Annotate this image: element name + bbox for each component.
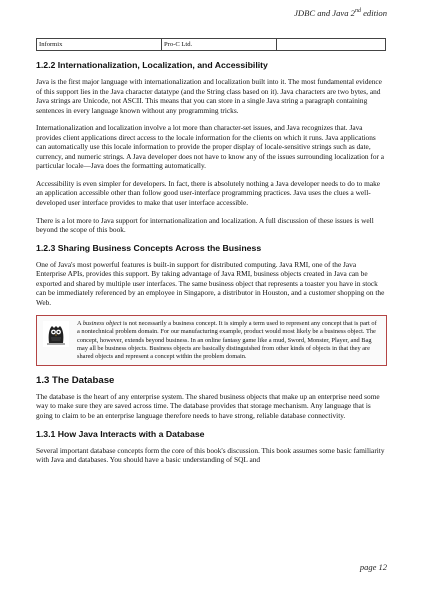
page-number: page 12 bbox=[359, 562, 387, 572]
running-superscript: nd bbox=[354, 8, 361, 15]
paragraph: Internationalization and localization involve a lot more than character-set issues, and Java recognizes that. Java provides client applications direct access to the locale information for the clients on which it runs. Java applications can automatically use this locale information to provide the proper display of locale-sensitive strings such as date, currency, and numeric strings. A Java developer does not have to know any of the issues surrounding localization for a particular locale—Java does the formatting automatically. bbox=[36, 123, 385, 171]
running-title: JDBC and Java 2 bbox=[294, 8, 355, 18]
paragraph: Several important database concepts form the core of this book's discussion. This book assumes some basic familiarity with Java and databases. You should have a basic understanding of SQL and bbox=[36, 445, 385, 465]
note-emphasis: business object bbox=[82, 320, 122, 328]
paragraph: The database is the heart of any enterprise system. The shared business objects that make up an enterprise need some way to make sure they are saved across time. The database provides that storage mechanism. Any language that is going to claim to be an enterprise language therefore needs to have strong, reliable database connectivity. bbox=[36, 391, 380, 420]
page-content bbox=[36, 55, 387, 473]
owl-icon bbox=[43, 321, 69, 347]
paragraph: There is a lot more to Java support for internationalization and localization. A full discussion of these issues is well beyond the scope of this book. bbox=[36, 215, 374, 235]
section-heading-1-2-3: 1.2.3 Sharing Business Concepts Across the Business bbox=[36, 242, 262, 253]
section-heading-1-3-1: 1.3.1 How Java Interacts with a Database bbox=[36, 428, 205, 439]
continued-table bbox=[36, 38, 386, 51]
note-text: A business object is not necessarily a business concept. It is simply a term used to represent any concept that is part of a nontechnical problem domain. For our manufacturing example, product would most likely be a business object. The concept, however, extends beyond business. In an online fantasy game like a mud, Sword, Monster, Player, and Bag may all be business objects. Business objects are basically distinguished from other kinds of objects in that they are shared objects and represent a concept within the problem domain. bbox=[77, 320, 377, 360]
section-heading-1-3: 1.3 The Database bbox=[36, 374, 115, 386]
table-cell bbox=[277, 39, 386, 51]
paragraph: One of Java's most powerful features is built-in support for distributed computing. Java RMI, one of the Java Enterprise APIs, provides this support. By taking advantage of Java RMI, business objects created in Java can be exported and shared by multiple user interfaces. The same business object that represents a toaster you have in stock can be immediately referenced by an employee in Singapore, a distributor in Houston, and a customer shopping on the Web. bbox=[36, 259, 385, 307]
paragraph: Accessibility is even simpler for developers. In fact, there is absolutely nothing a Java developer needs to do to make an application accessible other than follow good user-interface programming practices. Java uses the clues a well-developed user interface provides to make that user interface accessible. bbox=[36, 178, 381, 208]
running-header bbox=[294, 8, 387, 18]
paragraph: Java is the first major language with internationalization and localization built into it. The most fundamental evidence of this support lies in the Java character datatype (and the String class based on it). Java characters are two bytes, and Java strings are Unicode, not ASCII. This means that you can store in a single Java string a paragraph containing sentences in every language known without any programming tricks. bbox=[36, 77, 382, 115]
note-box bbox=[36, 315, 387, 365]
table-cell: Informix bbox=[37, 39, 162, 51]
section-heading-1-2-2: 1.2.2 Internationalization, Localization, and Accessibility bbox=[36, 60, 268, 70]
table-row bbox=[37, 39, 386, 51]
running-suffix: edition bbox=[360, 8, 387, 18]
table-cell: Pro-C Ltd. bbox=[162, 39, 277, 51]
